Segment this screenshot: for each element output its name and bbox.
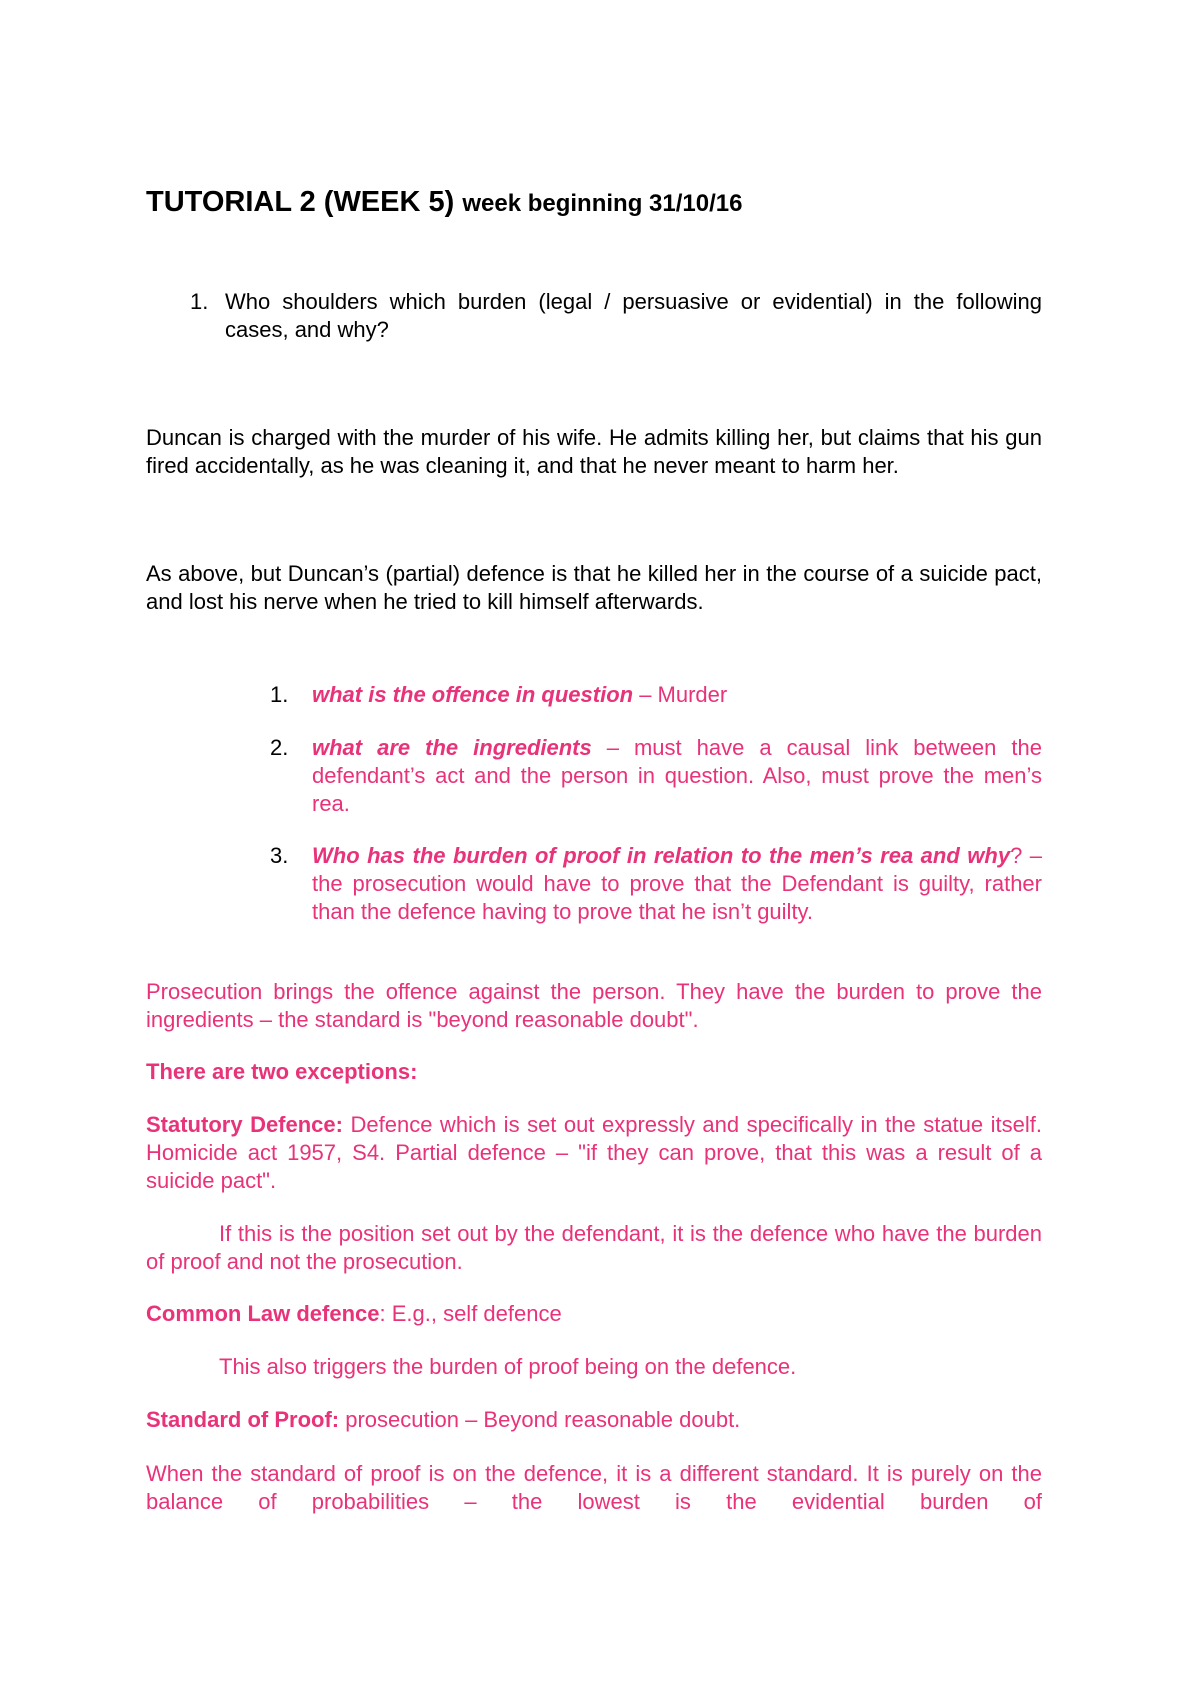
note-common-law [146,1300,1042,1328]
answer-heading: Who has the burden of proof in relation to the men’s rea and why [312,843,1011,868]
answer-heading: what is the offence in question [312,682,634,707]
answer-item-2 [270,734,1042,818]
standard-label: Standard of Proof: [146,1407,340,1432]
scenario-a: Duncan is charged with the murder of his wife. He admits killing her, but claims that his gun fired accidentally, as he was cleaning it, and that he never meant to harm her. [146,425,1042,478]
title-main: TUTORIAL 2 (WEEK 5) [146,186,455,218]
note-statutory-followup: If this is the position set out by the defendant, it is the defence who have the burden of proof and not the prosecution. [146,1221,1042,1274]
question-number: 1. [190,289,209,314]
statutory-text: Defence which is set out expressly and specifically in the statue itself. Homicide act 1957, S4. Partial defence – "if they can prove, that this was a result of a suicide pact". [146,1112,1042,1193]
question-item [146,288,1042,344]
scenario-b: As above, but Duncan’s (partial) defence is that he killed her in the course of a suicide pact, and lost his nerve when he tried to kill himself afterwards. [146,561,1042,614]
answer-number: 3. [270,843,289,868]
note-statutory-defence [146,1111,1042,1195]
answer-item-3 [270,842,1042,926]
note-standard-of-proof [146,1406,1042,1434]
question-text: Who shoulders which burden (legal / persuasive or evidential) in the following cases, and why? [225,289,1042,342]
answer-body: – Murder [633,682,728,707]
title-subtitle: week beginning 31/10/16 [462,190,743,217]
answer-number: 2. [270,735,289,760]
answer-heading: what are the ingredients [312,735,592,760]
answer-number: 1. [270,682,289,707]
document-title [146,184,742,222]
statutory-label: Statutory Defence: [146,1112,343,1137]
note-prosecution: Prosecution brings the offence against the person. They have the burden to prove the ingredients – the standard is "beyond reasonable doubt". [146,979,1042,1032]
answer-body: ? – the prosecution would have to prove that the Defendant is guilty, rather than the defence having to prove that he isn’t guilty. [312,843,1043,924]
note-exceptions-heading: There are two exceptions: [146,1059,418,1084]
note-defence-standard: When the standard of proof is on the defence, it is a different standard. It is purely on the balance of probabilities – the lowest is the evidential burden of [146,1461,1042,1514]
common-law-label: Common Law defence [146,1301,380,1326]
standard-text: prosecution – Beyond reasonable doubt. [339,1407,741,1432]
answer-item-1 [270,681,1042,709]
answer-body: – must have a causal link between the defendant’s act and the person in question. Also, must prove the men’s rea. [312,735,1042,816]
note-common-law-followup: This also triggers the burden of proof being on the defence. [219,1354,797,1379]
common-law-text: : E.g., self defence [379,1301,562,1326]
